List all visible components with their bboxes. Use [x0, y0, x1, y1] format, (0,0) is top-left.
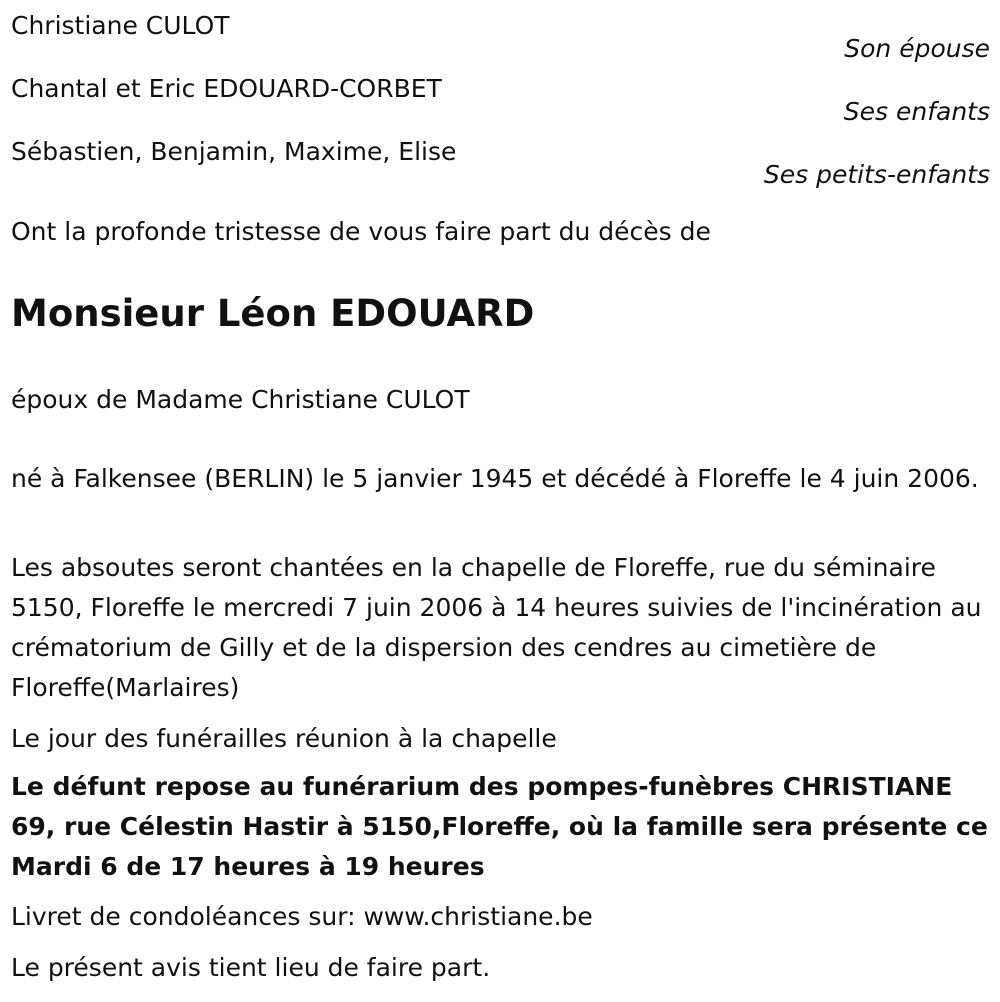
- condolences-text: Livret de condoléances sur: www.christiane.be: [11, 902, 593, 931]
- family-names-grandchildren: Sébastien, Benjamin, Maxime, Elise: [11, 137, 457, 166]
- family-relation-grandchildren: Ses petits-enfants: [763, 160, 990, 189]
- visitation-text: Le défunt repose au funérarium des pompes-funèbres CHRISTIANE 69, rue Célestin Hastir à 5150,Floreffe, où la famille sera présente ce Mardi 6 de 17 heures à 19 heures: [11, 772, 988, 881]
- service-text: Les absoutes seront chantées en la chapelle de Floreffe, rue du séminaire 5150, Floreffe le mercredi 7 juin 2006 à 14 heures suivies de l'incinération au crématorium de Gilly et de la dispersion des cendres au cimetière de Floreffe(Marlaires): [11, 553, 982, 702]
- spouse-line: époux de Madame Christiane CULOT: [11, 385, 470, 414]
- family-relation-children: Ses enfants: [843, 97, 990, 126]
- announcement-text: Ont la profonde tristesse de vous faire part du décès de: [11, 217, 711, 246]
- family-names-children: Chantal et Eric EDOUARD-CORBET: [11, 74, 442, 103]
- birth-death-text: né à Falkensee (BERLIN) le 5 janvier 1945 et décédé à Floreffe le 4 juin 2006.: [11, 464, 979, 493]
- family-relation-spouse: Son épouse: [844, 34, 990, 63]
- deceased-name: Monsieur Léon EDOUARD: [11, 292, 535, 335]
- meeting-text: Le jour des funérailles réunion à la chapelle: [11, 724, 557, 753]
- family-names-spouse: Christiane CULOT: [11, 11, 230, 40]
- notice-text: Le présent avis tient lieu de faire part.: [11, 953, 491, 982]
